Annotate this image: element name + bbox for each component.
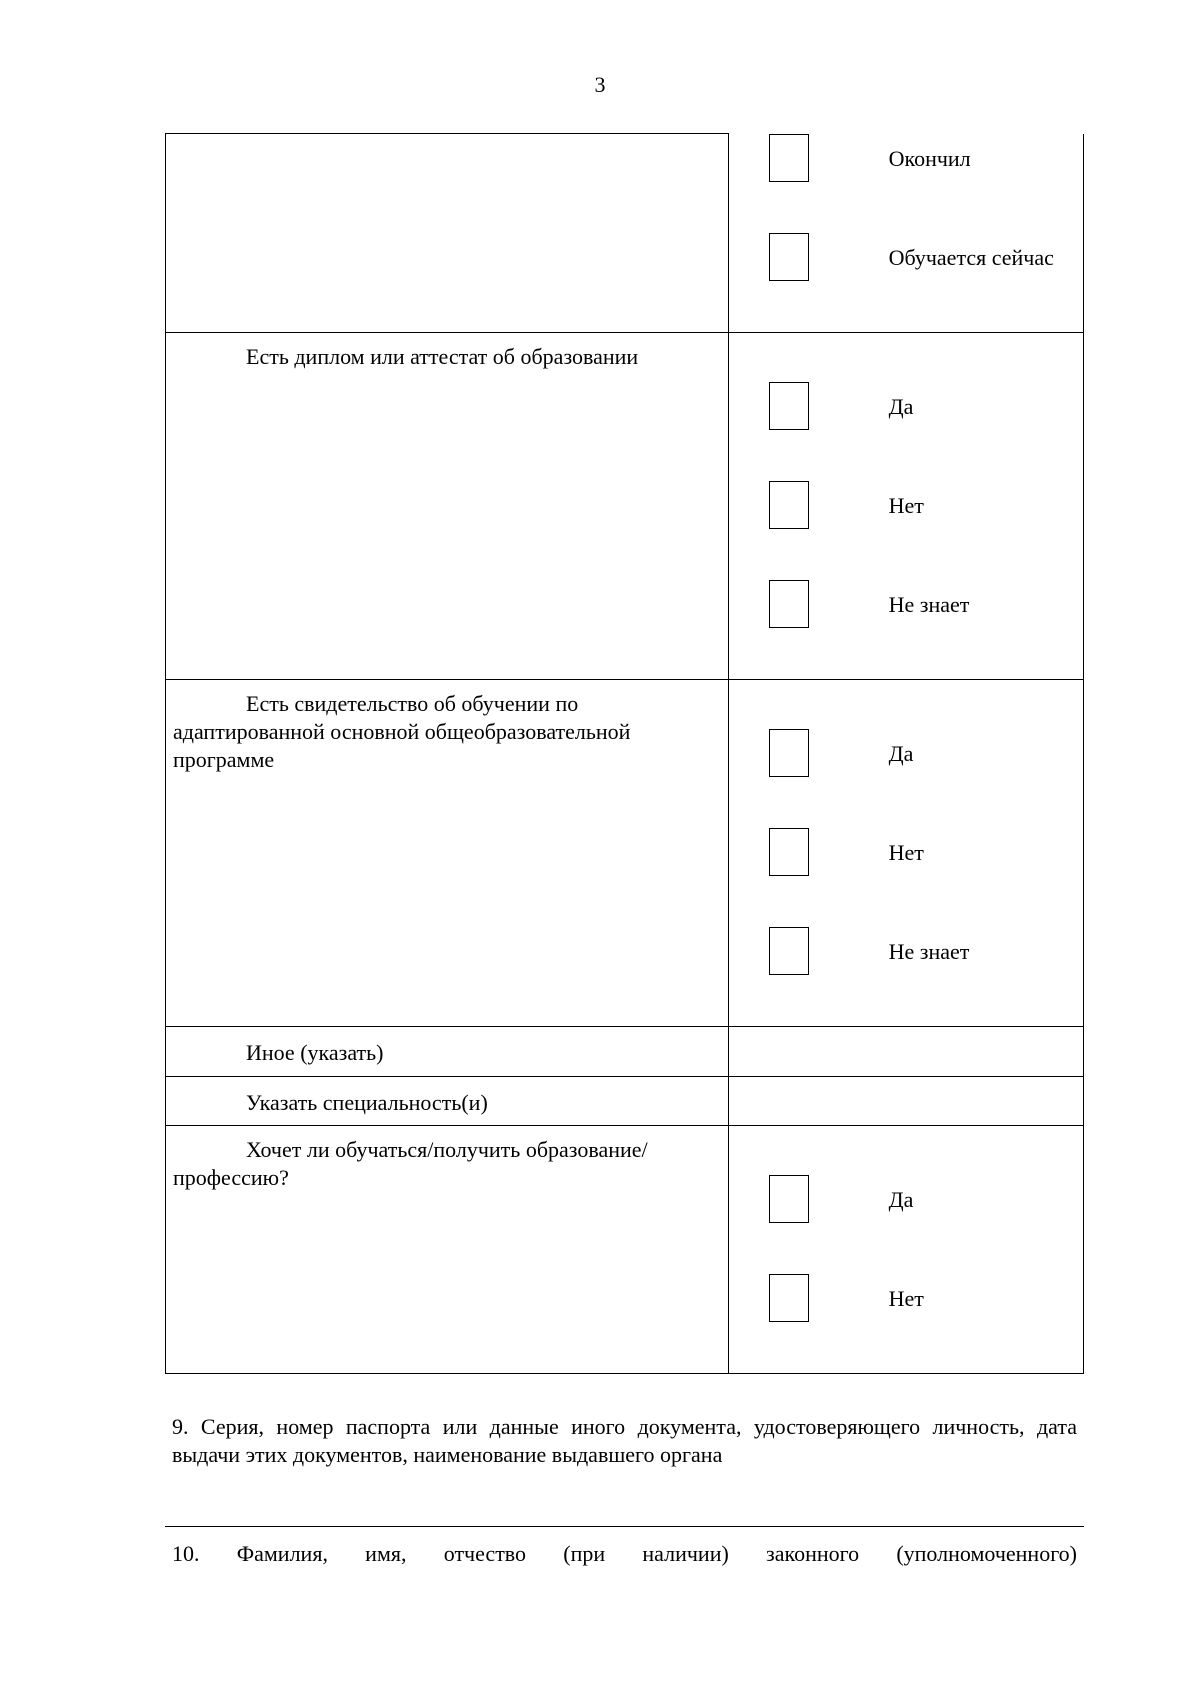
- options-cell: [728, 1125, 1083, 1373]
- page-number: 3: [594, 72, 606, 97]
- option-unknown: [729, 927, 1083, 1026]
- other-input-cell[interactable]: [728, 1026, 1083, 1076]
- option-yes: [729, 729, 1083, 828]
- question-cell: [166, 679, 729, 1026]
- checkbox-yes[interactable]: [769, 382, 809, 430]
- question-cell: [166, 1026, 729, 1076]
- option-finished: [729, 134, 1083, 233]
- question-text: Есть свидетельство об обучении по адаптированной основной общеобразовательной программе: [173, 690, 631, 772]
- question-cell: [166, 1076, 729, 1125]
- checkbox-yes[interactable]: [769, 729, 809, 777]
- question-cell: [166, 134, 729, 333]
- option-label: Не знает: [888, 938, 970, 964]
- options-cell: [728, 134, 1083, 333]
- option-label: Да: [888, 393, 914, 419]
- question-text: Иное (указать): [246, 1039, 384, 1065]
- option-yes: [729, 382, 1083, 481]
- specialty-input-cell[interactable]: [728, 1076, 1083, 1125]
- checkbox-no[interactable]: [769, 1274, 809, 1322]
- checkbox-no[interactable]: [769, 828, 809, 876]
- option-no: [729, 481, 1083, 580]
- checkbox-yes[interactable]: [769, 1175, 809, 1223]
- question-text: Указать специальность(и): [246, 1089, 488, 1115]
- option-label: Окончил: [888, 145, 971, 171]
- table-row-specialty: [166, 1076, 1084, 1125]
- option-yes: [729, 1175, 1083, 1274]
- question-cell: [166, 332, 729, 679]
- checkbox-unknown[interactable]: [769, 580, 809, 628]
- option-label: Да: [888, 1186, 914, 1212]
- option-label: Не знает: [888, 591, 970, 617]
- question-cell: [166, 1125, 729, 1373]
- option-no: [729, 1274, 1083, 1373]
- checkbox-no[interactable]: [769, 481, 809, 529]
- option-unknown: [729, 580, 1083, 679]
- checkbox-unknown[interactable]: [769, 927, 809, 975]
- option-label: Да: [888, 740, 914, 766]
- question-text: Хочет ли обучаться/получить образование/профессию?: [173, 1136, 648, 1190]
- option-label: Нет: [888, 1285, 924, 1311]
- option-label: Обучается сейчас: [888, 244, 1054, 270]
- section-10-guardian-text: 10. Фамилия, имя, отчество (при наличии) законного (уполномоченного): [172, 1541, 1077, 1566]
- options-cell: [728, 679, 1083, 1026]
- table-row-other: [166, 1026, 1084, 1076]
- fill-in-line[interactable]: [165, 1526, 1084, 1527]
- table-row-diploma: [166, 332, 1084, 679]
- checkbox-finished[interactable]: [769, 134, 809, 182]
- option-studying-now: [729, 233, 1083, 332]
- table-row-education-status: [166, 134, 1084, 333]
- table-row-wants-education: [166, 1125, 1084, 1373]
- option-label: Нет: [888, 839, 924, 865]
- education-form-table: [165, 133, 1084, 1374]
- checkbox-studying-now[interactable]: [769, 233, 809, 281]
- table-row-certificate: [166, 679, 1084, 1026]
- option-label: Нет: [888, 492, 924, 518]
- options-cell: [728, 332, 1083, 679]
- question-text: [166, 134, 728, 144]
- question-text: Есть диплом или аттестат об образовании: [246, 343, 639, 369]
- section-9-passport-text: 9. Серия, номер паспорта или данные иного документа, удостоверяющего личность, дата выдачи этих документов, наименование выдавшего органа: [172, 1414, 1077, 1467]
- option-no: [729, 828, 1083, 927]
